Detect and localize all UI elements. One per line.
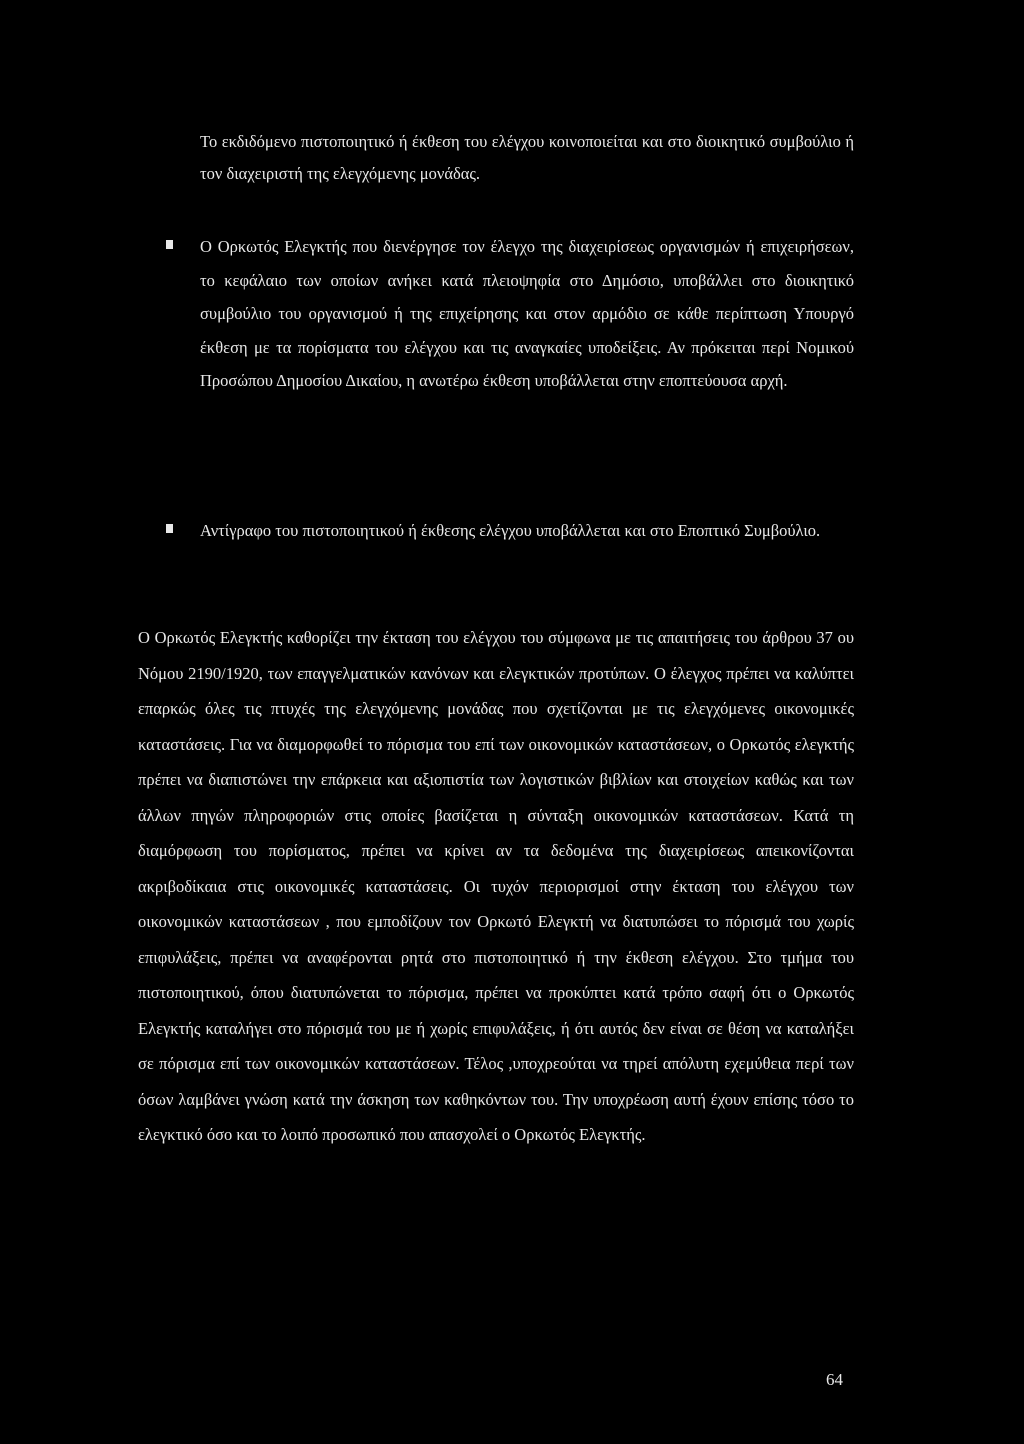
- bullet-marker-icon: [166, 240, 173, 249]
- page-number: 64: [826, 1370, 843, 1389]
- bullet-marker-icon: [166, 524, 173, 533]
- intro-paragraph: Το εκδιδόμενο πιστοποιητικό ή έκθεση του ελέγχου κοινοποιείται και στο διοικητικό συμβούλιο ή τον διαχειριστή της ελεγχόμενης μονάδας.: [200, 132, 854, 183]
- bullet-paragraph-2: Αντίγραφο του πιστοποιητικού ή έκθεσης ελέγχου υποβάλλεται και στο Εποπτικό Συμβούλιο.: [200, 521, 821, 540]
- bullet-paragraph-1: Ο Ορκωτός Ελεγκτής που διενέργησε τον έλεγχο της διαχειρίσεως οργανισμών ή επιχειρήσεων, το κεφάλαιο των οποίων ανήκει κατά πλειοψηφία στο Δημόσιο, υποβάλλει στο διοικητικό συμβούλιο του οργανισμού ή της επιχείρησης και στον αρμόδιο σε κάθε περίπτωση Υπουργό έκθεση με τα πορίσματα του ελέγχου και τις αναγκαίες υποδείξεις. Αν πρόκειται περί Νομικού Προσώπου Δημοσίου Δικαίου, η ανωτέρω έκθεση υποβάλλεται στην εποπτεύουσα αρχή.: [200, 237, 854, 391]
- main-paragraph: Ο Ορκωτός Ελεγκτής καθορίζει την έκταση του ελέγχου του σύμφωνα με τις απαιτήσεις του άρθρου 37 ου Νόμου 2190/1920, των επαγγελματικών κανόνων και ελεγκτικών προτύπων. Ο έλεγχος πρέπει να καλύπτει επαρκώς όλες τις πτυχές της ελεγχόμενης μονάδας που σχετίζονται με τις ελεγχόμενες οικονομικές καταστάσεις. Για να διαμορφωθεί το πόρισμα του επί των οικονομικών καταστάσεων, ο Ορκωτός ελεγκτής πρέπει να διαπιστώνει την επάρκεια και αξιοπιστία των λογιστικών βιβλίων και στοιχείων καθώς και των άλλων πηγών πληροφοριών στις οποίες βασίζεται η σύνταξη οικονομικών καταστάσεων. Κατά τη διαμόρφωση του πορίσματος, πρέπει να κρίνει αν τα δεδομένα της διαχειρίσεως απεικονίζονται ακριβοδίκαια στις οικονομικές καταστάσεις. Οι τυχόν περιορισμοί στην έκταση του ελέγχου των οικονομικών καταστάσεων , που εμποδίζουν τον Ορκωτό Ελεγκτή να διατυπώσει το πόρισμά του χωρίς επιφυλάξεις, πρέπει να αναφέρονται ρητά στο πιστοποιητικό ή την έκθεση ελέγχου. Στο τμήμα του πιστοποιητικού, όπου διατυπώνεται το πόρισμα, πρέπει να προκύπτει κατά τρόπο σαφή ότι ο Ορκωτός Ελεγκτής καταλήγει στο πόρισμά του με ή χωρίς επιφυλάξεις, ή ότι αυτός δεν είναι σε θέση να καταλήξει σε πόρισμα επί των οικονομικών καταστάσεων. Τέλος ,υποχρεούται να τηρεί απόλυτη εχεμύθεια περί των όσων λαμβάνει γνώση κατά την άσκηση των καθηκόντων του. Την υποχρέωση αυτή έχουν επίσης τόσο το ελεγκτικό όσο και το λοιπό προσωπικό που απασχολεί ο Ορκωτός Ελεγκτής.: [138, 628, 854, 1144]
